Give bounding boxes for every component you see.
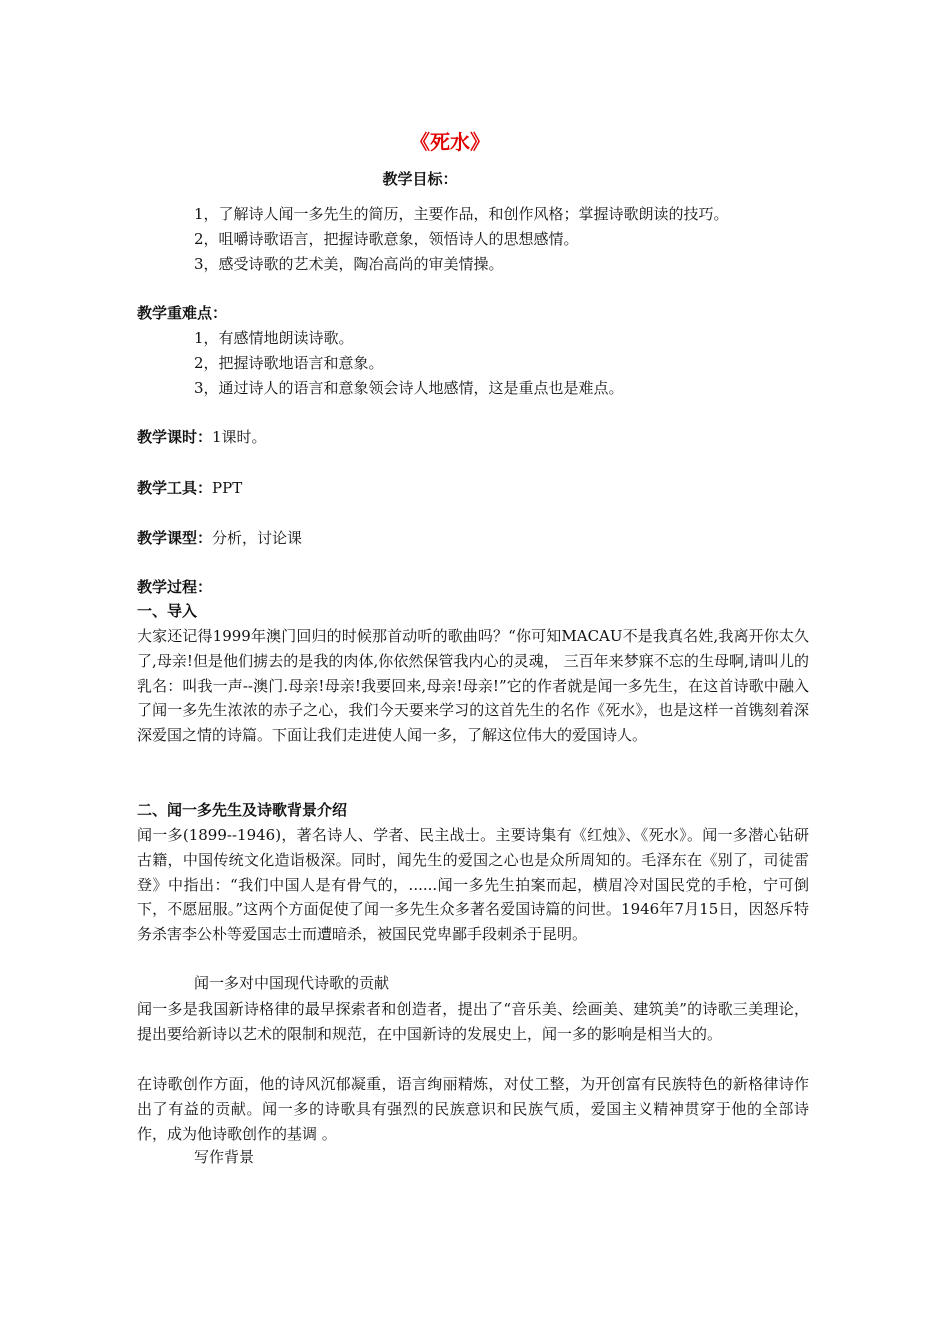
intro-paragraph: 大家还记得1999年澳门回归的时候那首动听的歌曲吗？“你可知MACAU不是我真名姓,我离开你太久了,母亲!但是他们掳去的是我的肉体,你依然保管我内心的灵魂， 三百年来梦寐不忘的生母啊,请叫儿的乳名：叫我一声--澳门.母亲!母亲!我要回来,母亲!母亲!”它的作者就是闻一多先生，在这首诗歌中融入了闻一多先生浓浓的赤子之心，我们今天要来学习的这首先生的名作《死水》，也是这样一首镌刻着深深爱国之情的诗篇。下面让我们走进使人闻一多，了解这位伟大的爱国诗人。 [137,627,809,745]
contribution-subheading: 闻一多对中国现代诗歌的贡献 [194,974,390,992]
goals-heading: 教学目标： [382,170,458,188]
lesson-type-row [137,527,302,548]
class-hours-value: 1课时。 [212,428,267,446]
key-point-item: 1，有感情地朗读诗歌。 [194,329,354,347]
key-point-item: 2，把握诗歌地语言和意象。 [194,354,384,372]
lesson-type-value: 分析，讨论课 [212,529,303,547]
teaching-tools-value: PPT [212,479,243,497]
goal-item: 1，了解诗人闻一多先生的简历，主要作品，和创作风格；掌握诗歌朗读的技巧。 [194,205,729,223]
contribution-paragraph-2: 在诗歌创作方面，他的诗风沉郁凝重，语言绚丽精炼，对仗工整，为开创富有民族特色的新格律诗作出了有益的贡献。闻一多的诗歌具有强烈的民族意识和民族气质，爱国主义精神贯穿于他的全部诗作，成为他诗歌创作的基调 。 [137,1075,809,1143]
key-point-item: 3，通过诗人的语言和意象领会诗人地感情，这是重点也是难点。 [194,379,624,397]
goal-item: 2，咀嚼诗歌语言，把握诗歌意象，领悟诗人的思想感情。 [194,230,579,248]
key-points-heading: 教学重难点： [137,304,228,322]
teaching-tools-label: 教学工具： [137,479,213,497]
writing-background-subheading: 写作背景 [194,1148,255,1166]
section-heading-intro: 一、导入 [137,602,198,620]
process-heading: 教学过程： [137,578,213,596]
teaching-tools-row [137,477,242,498]
class-hours-row [137,426,267,447]
lesson-type-label: 教学课型： [137,529,213,547]
contribution-paragraph-1: 闻一多是我国新诗格律的最早探索者和创造者，提出了“音乐美、绘画美、建筑美”的诗歌三美理论，提出要给新诗以艺术的限制和规范，在中国新诗的发展史上，闻一多的影响是相当大的。 [137,1000,809,1043]
class-hours-label: 教学课时： [137,428,213,446]
biography-paragraph: 闻一多(1899--1946)，著名诗人、学者、民主战士。主要诗集有《红烛》、《死水》。闻一多潜心钻研古籍，中国传统文化造诣极深。同时，闻先生的爱国之心也是众所周知的。毛泽东在《别了，司徒雷登》中指出：“我们中国人是有骨气的，......闻一多先生拍案而起，横眉冷对国民党的手枪，宁可倒下，不愿屈服。”这两个方面促使了闻一多先生众多著名爱国诗篇的问世。1946年7月15日，因怒斥特务杀害李公朴等爱国志士而遭暗杀，被国民党卑鄙手段刺杀于昆明。 [137,826,809,944]
document-title: 《死水》 [410,130,490,154]
section-heading-background: 二、闻一多先生及诗歌背景介绍 [137,801,348,819]
goal-item: 3，感受诗歌的艺术美，陶冶高尚的审美情操。 [194,255,504,273]
